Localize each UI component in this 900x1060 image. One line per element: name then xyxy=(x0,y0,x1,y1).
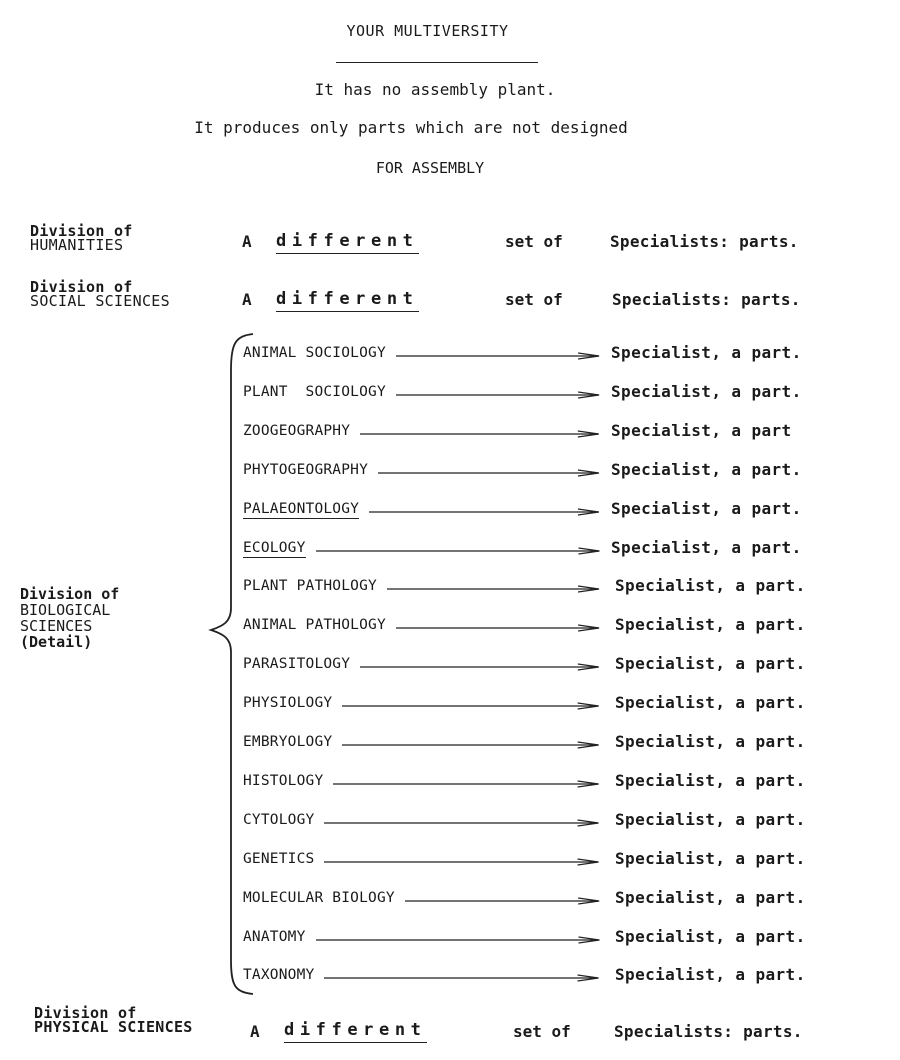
subdivision-label: ZOOGEOGRAPHY xyxy=(243,423,351,439)
subdivision-label: PHYSIOLOGY xyxy=(243,695,333,711)
arrow-right-icon xyxy=(342,739,600,751)
arrow-right-icon xyxy=(387,583,600,595)
humanities-label-line2: HUMANITIES xyxy=(30,236,124,254)
subdivision-label: HISTOLOGY xyxy=(243,773,324,789)
subdivision-label: PARASITOLOGY xyxy=(243,656,351,672)
intro-line-1: It has no assembly plant. xyxy=(314,80,556,99)
arrow-right-icon xyxy=(405,895,600,907)
social-sciences-label xyxy=(30,280,170,308)
specialist-part: Specialist, a part. xyxy=(615,732,806,751)
arrow-right-icon xyxy=(342,700,600,712)
specialist-part: Specialist, a part. xyxy=(615,615,806,634)
subdivision-label: PLANT PATHOLOGY xyxy=(243,578,377,594)
biological-label-line3: SCIENCES xyxy=(20,617,93,635)
biological-label-line1: Division of xyxy=(20,585,120,603)
physical-sciences-label-line1: Division of xyxy=(34,1004,137,1022)
specialist-part: Specialist, a part. xyxy=(611,382,802,401)
biological-sciences-label xyxy=(20,586,119,650)
arrow-right-icon xyxy=(360,428,600,440)
arrow-right-icon xyxy=(316,545,600,557)
intro-line-2: It produces only parts which are not designed xyxy=(194,118,628,137)
biological-label-line4: (Detail) xyxy=(20,633,93,651)
subdivision-label: PLANT SOCIOLOGY xyxy=(243,384,386,400)
physical-sciences-label-line2: PHYSICAL SCIENCES xyxy=(34,1018,193,1036)
arrow-right-icon xyxy=(324,817,600,829)
specialist-part: Specialist, a part. xyxy=(615,849,806,868)
biological-label-line2: BIOLOGICAL xyxy=(20,601,111,619)
arrow-right-icon xyxy=(316,934,600,946)
subdivision-label: ANIMAL PATHOLOGY xyxy=(243,617,386,633)
arrow-right-icon xyxy=(324,856,600,868)
arrow-right-icon xyxy=(396,350,600,362)
arrow-right-icon xyxy=(360,661,600,673)
subdivision-label: MOLECULAR BIOLOGY xyxy=(243,890,395,906)
humanities-different: different xyxy=(276,231,419,254)
physical-sciences-set-of: set of xyxy=(513,1022,571,1041)
arrow-right-icon xyxy=(324,972,600,984)
humanities-specialists: Specialists: parts. xyxy=(610,232,799,251)
subdivision-label: ANIMAL SOCIOLOGY xyxy=(243,345,386,361)
specialist-part: Specialist, a part. xyxy=(611,538,802,557)
humanities-label-line1: Division of xyxy=(30,222,133,240)
specialist-part: Specialist, a part. xyxy=(611,343,802,362)
specialist-part: Specialist, a part. xyxy=(615,927,806,946)
physical-sciences-a: A xyxy=(250,1022,260,1041)
intro-line-3: FOR ASSEMBLY xyxy=(375,159,485,177)
specialist-part: Specialist, a part. xyxy=(615,965,806,984)
title-underline xyxy=(336,62,538,63)
social-sciences-label-line1: Division of xyxy=(30,278,133,296)
specialist-part: Specialist, a part. xyxy=(615,771,806,790)
specialist-part: Specialist, a part. xyxy=(615,810,806,829)
specialist-part: Specialist, a part. xyxy=(611,460,802,479)
subdivision-label: ECOLOGY xyxy=(243,540,306,556)
arrow-right-icon xyxy=(396,389,600,401)
specialist-part: Specialist, a part. xyxy=(611,499,802,518)
humanities-a: A xyxy=(242,232,252,251)
subdivision-label: TAXONOMY xyxy=(243,967,315,983)
physical-sciences-label xyxy=(34,1006,193,1034)
social-sciences-set-of: set of xyxy=(505,290,563,309)
specialist-part: Specialist, a part. xyxy=(615,654,806,673)
social-sciences-specialists: Specialists: parts. xyxy=(612,290,801,309)
specialist-part: Specialist, a part xyxy=(611,421,792,440)
subdivision-label: PALAEONTOLOGY xyxy=(243,501,360,517)
social-sciences-label-line2: SOCIAL SCIENCES xyxy=(30,292,170,310)
arrow-right-icon xyxy=(369,506,600,518)
specialist-part: Specialist, a part. xyxy=(615,693,806,712)
physical-sciences-specialists: Specialists: parts. xyxy=(614,1022,803,1041)
humanities-set-of: set of xyxy=(505,232,563,251)
subdivision-label: GENETICS xyxy=(243,851,315,867)
social-sciences-different: different xyxy=(276,289,419,312)
specialist-part: Specialist, a part. xyxy=(615,576,806,595)
arrow-right-icon xyxy=(396,622,600,634)
physical-sciences-different: different xyxy=(284,1020,427,1043)
humanities-label xyxy=(30,224,133,252)
arrow-right-icon xyxy=(333,778,600,790)
social-sciences-a: A xyxy=(242,290,252,309)
subdivision-label: ANATOMY xyxy=(243,929,306,945)
specialist-part: Specialist, a part. xyxy=(615,888,806,907)
arrow-right-icon xyxy=(378,467,600,479)
subdivision-label: CYTOLOGY xyxy=(243,812,315,828)
document-title: YOUR MULTIVERSITY xyxy=(346,22,509,40)
subdivision-label: PHYTOGEOGRAPHY xyxy=(243,462,369,478)
subdivision-label: EMBRYOLOGY xyxy=(243,734,333,750)
